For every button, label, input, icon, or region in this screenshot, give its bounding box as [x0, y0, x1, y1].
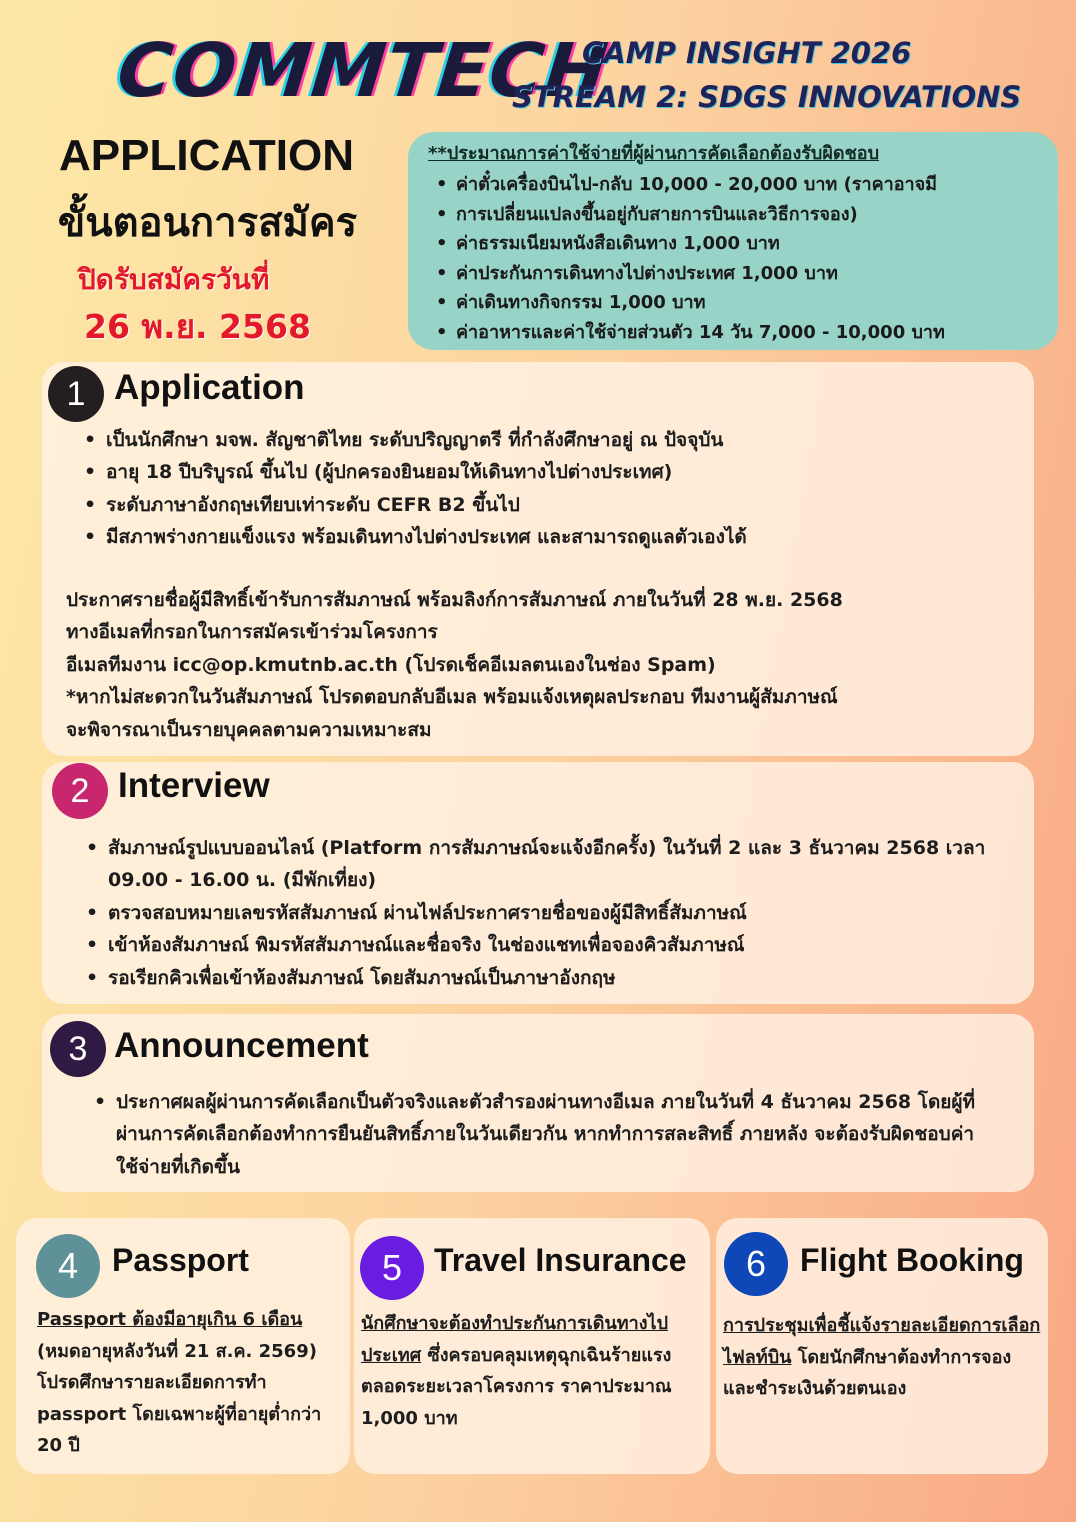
application-title: Application: [114, 368, 305, 407]
cost-estimate-title: **ประมาณการค่าใช้จ่ายที่ผู้ผ่านการคัดเลือกต้องรับผิดชอบ: [428, 143, 880, 164]
commtech-logo: COMMTECH: [113, 28, 613, 114]
flight-text: [723, 1310, 1041, 1405]
flight-detail: โดยนักศึกษาต้องทำการจองและชำระเงินด้วยตนเอง: [723, 1346, 1012, 1399]
cost-item: • ค่าอาหารและค่าใช้จ่ายส่วนตัว 14 วัน 7,000 - 10,000 บาท: [428, 318, 1042, 348]
reschedule-note-cont: จะพิจารณาเป็นรายบุคคลตามความเหมาะสม: [66, 718, 432, 741]
list-item: • เข้าห้องสัมภาษณ์ พิมรหัสสัมภาษณ์และชื่อจริง ในช่องแชทเพื่อจองคิวสัมภาษณ์: [84, 929, 1029, 961]
passport-text: [37, 1304, 342, 1462]
cost-item: • ค่าเดินทางกิจกรรม 1,000 บาท: [428, 288, 1042, 318]
interview-steps: [84, 832, 1029, 994]
reschedule-note: *หากไม่สะดวกในวันสัมภาษณ์ โปรดตอบกลับอีเมล พร้อมแจ้งเหตุผลประกอบ ทีมงานผู้สัมภาษณ์: [66, 686, 838, 709]
step-number-1: 1: [48, 366, 104, 422]
page-subtitle: ขั้นตอนการสมัคร: [57, 200, 358, 246]
list-item: • รอเรียกคิวเพื่อเข้าห้องสัมภาษณ์ โดยสัมภาษณ์เป็นภาษาอังกฤษ: [84, 962, 1029, 994]
announcement-title: Announcement: [114, 1026, 369, 1065]
camp-title: CAMP INSIGHT 2026: [582, 36, 912, 70]
step-number-6: 6: [724, 1232, 788, 1296]
interview-title: Interview: [118, 766, 270, 805]
list-item: • สัมภาษณ์รูปแบบออนไลน์ (Platform การสัมภาษณ์จะแจ้งอีกครั้ง) ในวันที่ 2 และ 3 ธันวาคม 2568 เวลา 09.00 - 16.00 น. (มีพักเที่ยง): [84, 832, 1029, 897]
insurance-detail: ซึ่งครอบคลุมเหตุฉุกเฉินร้ายแรงตลอดระยะเวลาโครงการ ราคาประมาณ 1,000 บาท: [361, 1344, 672, 1429]
flight-title: Flight Booking: [800, 1242, 1024, 1278]
list-item: • ระดับภาษาอังกฤษเทียบเท่าระดับ CEFR B2 ขึ้นไป: [82, 489, 1022, 521]
cost-item: • ค่าธรรมเนียมหนังสือเดินทาง 1,000 บาท: [428, 229, 1042, 259]
passport-title: Passport: [112, 1242, 249, 1278]
announcement-details: [92, 1086, 992, 1183]
email-note: ทางอีเมลที่กรอกในการสมัครเข้าร่วมโครงการ: [66, 621, 438, 644]
step-number-5: 5: [360, 1236, 424, 1300]
list-item: • ตรวจสอบหมายเลขรหัสสัมภาษณ์ ผ่านไฟล์ประกาศรายชื่อของผู้มีสิทธิ์สัมภาษณ์: [84, 897, 1029, 929]
cost-item: • ค่าตั๋วเครื่องบินไป-กลับ 10,000 - 20,000 บาท (ราคาอาจมี: [428, 170, 1042, 200]
list-item: • อายุ 18 ปีบริบูรณ์ ขึ้นไป (ผู้ปกครองยินยอมให้เดินทางไปต่างประเทศ): [82, 456, 1022, 488]
flight-briefing: การประชุมเพื่อชี้แจ้งรายละเอียดการเลือกไฟลท์บิน: [723, 1315, 1041, 1368]
passport-detail: (หมดอายุหลังวันที่ 21 ส.ค. 2569) โปรดศึกษารายละเอียดการทำ passport โดยเฉพาะผู้ที่อายุต่ำกว่า 20 ปี: [37, 1340, 322, 1456]
application-notes: [66, 584, 843, 746]
cost-list: [428, 170, 1042, 348]
list-item: • มีสภาพร่างกายแข็งแรง พร้อมเดินทางไปต่างประเทศ และสามารถดูแลตัวเองได้: [82, 521, 1022, 553]
deadline-label: ปิดรับสมัครวันที่: [78, 263, 270, 296]
page-title: APPLICATION: [59, 131, 354, 180]
insurance-requirement: นักศึกษาจะต้องทำประกันการเดินทางไปประเทศ: [361, 1313, 669, 1366]
cost-item: • การเปลี่ยนแปลงขึ้นอยู่กับสายการบินและวิธีการจอง): [428, 200, 1042, 230]
list-item: • เป็นนักศึกษา มจพ. สัญชาติไทย ระดับปริญญาตรี ที่กำลังศึกษาอยู่ ณ ปัจจุบัน: [82, 424, 1022, 456]
team-email[interactable]: อีเมลทีมงาน icc@op.kmutnb.ac.th (โปรดเช็คอีเมลตนเองในช่อง Spam): [66, 653, 716, 676]
insurance-title: Travel Insurance: [434, 1242, 687, 1278]
step-number-4: 4: [36, 1234, 100, 1298]
list-item: • ประกาศผลผู้ผ่านการคัดเลือกเป็นตัวจริงและตัวสำรองผ่านทางอีเมล ภายในวันที่ 4 ธันวาคม 2568 โดยผู้ที่ผ่านการคัดเลือกต้องทำการยืนยันสิทธิ์ภายในวันเดียวกัน หากทำการสละสิทธิ์ ภายหลัง จะต้องรับผิดชอบค่าใช้จ่ายที่เกิดขึ้น: [92, 1086, 992, 1183]
insurance-text: [361, 1308, 706, 1434]
cost-estimate-box: [408, 132, 1058, 350]
announcement-note: ประกาศรายชื่อผู้มีสิทธิ์เข้ารับการสัมภาษณ์ พร้อมลิงก์การสัมภาษณ์ ภายในวันที่ 28 พ.ย. 2568: [66, 589, 843, 611]
passport-validity: Passport ต้องมีอายุเกิน 6 เดือน: [37, 1309, 303, 1330]
cost-item: • ค่าประกันการเดินทางไปต่างประเทศ 1,000 บาท: [428, 259, 1042, 289]
step-number-2: 2: [52, 763, 108, 819]
step-number-3: 3: [50, 1021, 106, 1077]
application-requirements: [82, 424, 1022, 554]
deadline-date: 26 พ.ย. 2568: [84, 307, 311, 346]
stream-title: STREAM 2: SDGS INNOVATIONS: [512, 80, 1022, 114]
